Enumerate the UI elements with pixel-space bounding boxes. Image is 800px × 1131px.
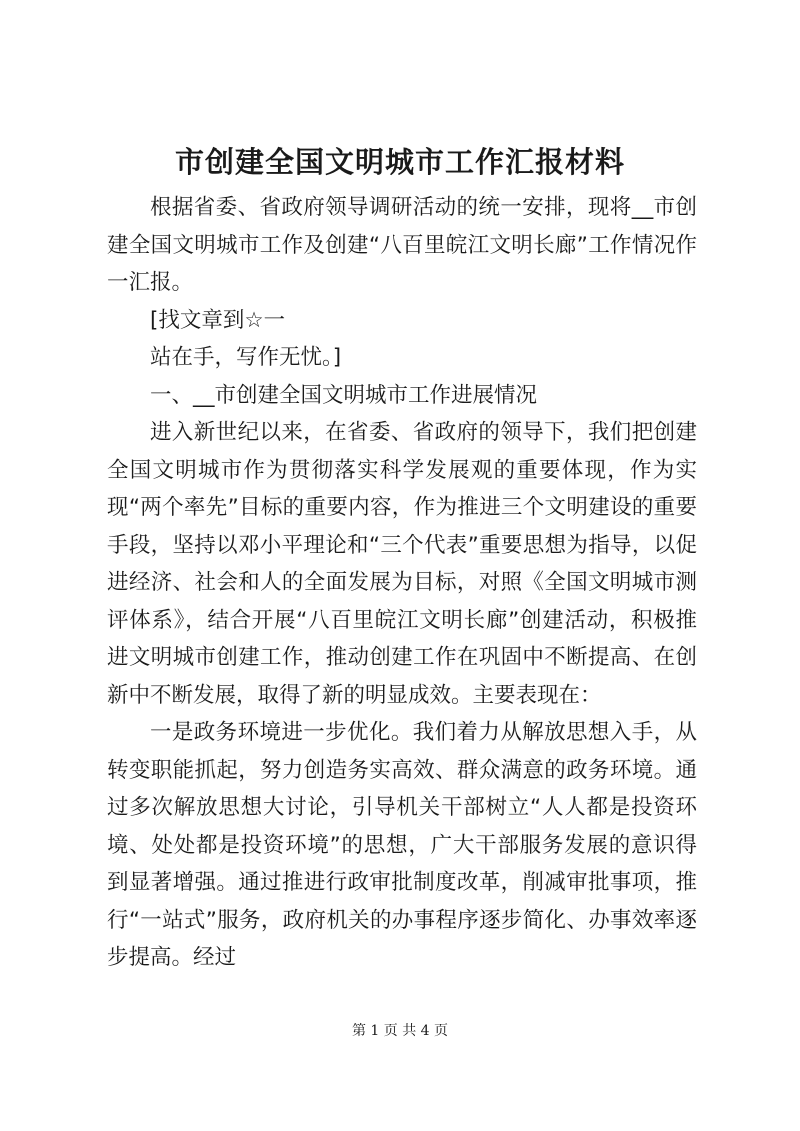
document-title: 市创建全国文明城市工作汇报材料 [174,145,625,179]
document-body [107,189,697,977]
page-footer: 第 1 页 共 4 页 [351,1023,449,1039]
paragraph-government-environment: 一是政务环境进一步优化。我们着力从解放思想入手，从转变职能抓起，努力创造务实高效、群众满意的政务环境。通过多次解放思想大讨论，引导机关干部树立“人人都是投资环境、处处都是投资环境”的思想，广大干部服务发展的意识得到显著增强。通过推进行政审批制度改革，削减审批事项，推行“一站式”服务，政府机关的办事程序逐步简化、办事效率逐步提高。经过 [107,720,697,970]
paragraph-note-line-1: [找文章到☆一 [150,307,286,333]
paragraph-note-line-2: 站在手，写作无忧。] [150,345,342,370]
paragraph-progress: 进入新世纪以来，在省委、省政府的领导下，我们把创建全国文明城市作为贯彻落实科学发展观的重要体现，作为实现“两个率先”目标的重要内容，作为推进三个文明建设的重要手段，坚持以邓小平理论和“三个代表”重要思想为指导，以促进经济、社会和人的全面发展为目标，对照《全国文明城市测评体系》，结合开展“八百里皖江文明长廊”创建活动，积极推进文明城市创建工作，推动创建工作在巩固中不断提高、在创新中不断发展，取得了新的明显成效。主要表现在： [107,420,697,708]
paragraph-intro: 根据省委、省政府领导调研活动的统一安排，现将__市创建全国文明城市工作及创建“八百里皖江文明长廊”工作情况作一汇报。 [107,195,697,295]
section-heading: 一、__市创建全国文明城市工作进展情况 [150,382,538,408]
